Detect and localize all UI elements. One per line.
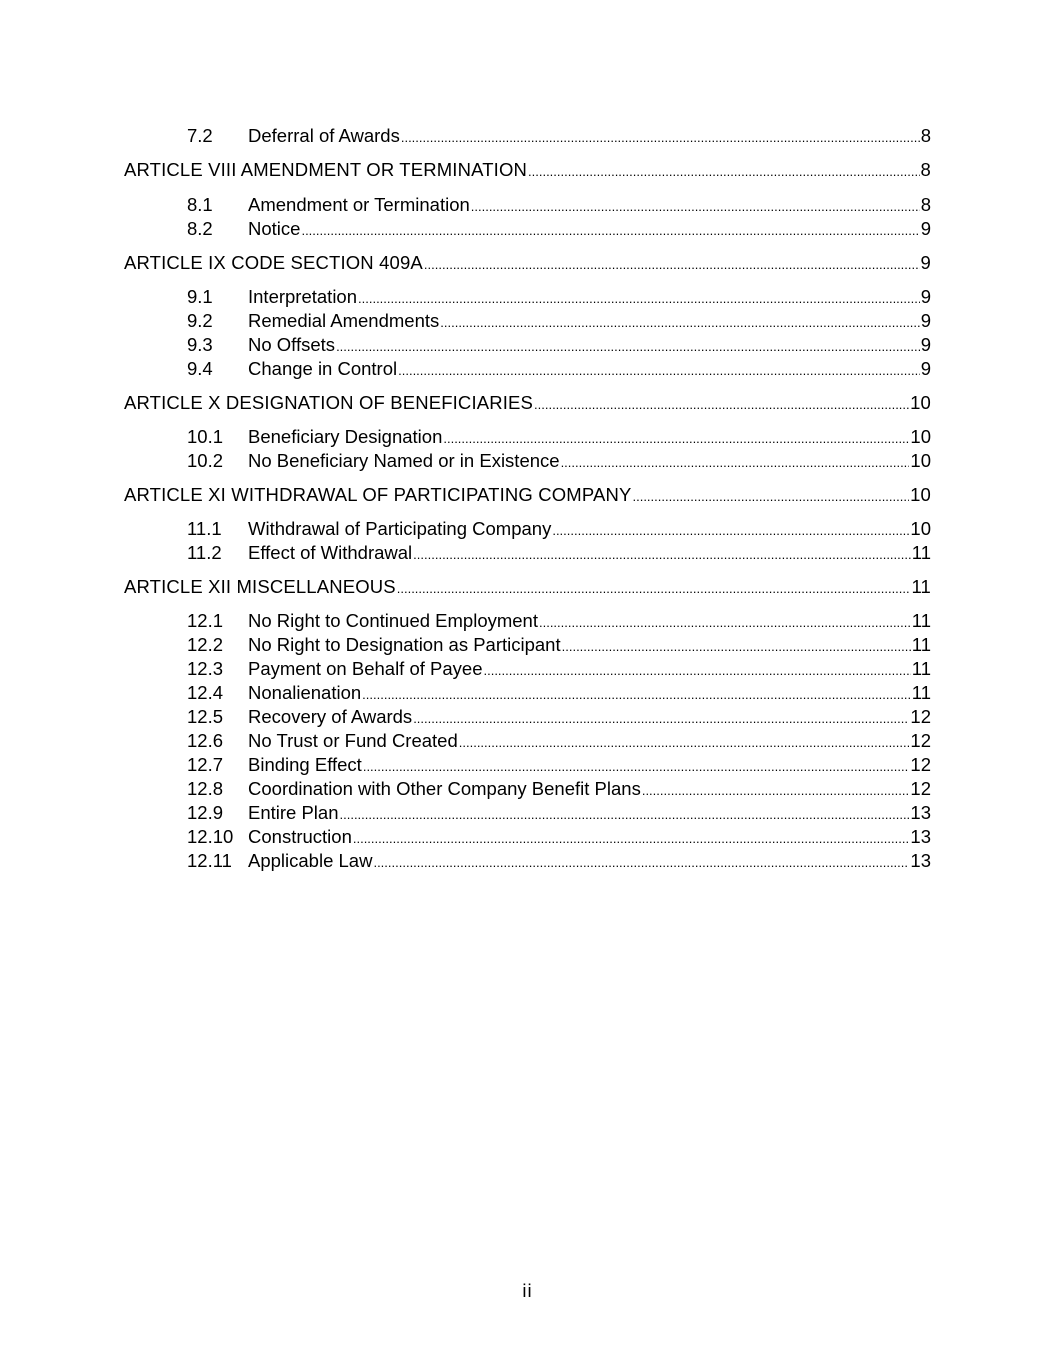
toc-page-number: 13 [910, 802, 931, 823]
toc-article-ix[interactable] [0, 251, 1055, 275]
toc-entry-10-1[interactable] [0, 425, 1055, 449]
dot-leader [528, 158, 920, 184]
toc-page-number: 9 [920, 286, 931, 307]
toc-entry-12-11[interactable] [0, 849, 1055, 873]
toc-entry-9-3[interactable] [0, 333, 1055, 357]
toc-section-number: 10.1 [187, 426, 224, 447]
toc-entry-title: Coordination with Other Company Benefit Plans [248, 778, 641, 799]
toc-entry-title: No Beneficiary Named or in Existence [248, 450, 560, 471]
toc-section-number: 8.1 [187, 194, 213, 215]
dot-leader [401, 124, 920, 150]
toc-entry-12-9[interactable] [0, 801, 1055, 825]
toc-page-number: 12 [910, 778, 931, 799]
toc-section-number: 12.8 [187, 778, 224, 799]
toc-page-number: 9 [920, 334, 931, 355]
toc-page-number: 13 [910, 826, 931, 847]
toc-entry-title: Nonalienation [248, 682, 362, 703]
toc-entry-title: Applicable Law [248, 850, 373, 871]
toc-page-number: 9 [920, 218, 931, 239]
toc-page-number: 12 [910, 706, 931, 727]
dot-leader [373, 849, 909, 875]
toc-page-number: 8 [920, 194, 931, 215]
toc-entry-title: No Trust or Fund Created [248, 730, 458, 751]
toc-section-number: 12.9 [187, 802, 224, 823]
dot-leader [539, 609, 911, 635]
toc-article-title: ARTICLE XII MISCELLANEOUS [124, 576, 396, 597]
toc-section-number: 11.2 [187, 542, 222, 563]
toc-page-number: 9 [920, 252, 931, 273]
toc-page-number: 11 [911, 658, 931, 679]
toc-section-number: 11.1 [187, 518, 222, 539]
toc-article-xi[interactable] [0, 483, 1055, 507]
toc-entry-title: Entire Plan [248, 802, 339, 823]
toc-page-number: 9 [920, 358, 931, 379]
toc-page-number: 10 [910, 426, 931, 447]
toc-entry-title: No Right to Designation as Participant [248, 634, 561, 655]
toc-entry-title: Change in Control [248, 358, 398, 379]
toc-page-number: 11 [911, 576, 931, 597]
toc-entry-9-2[interactable] [0, 309, 1055, 333]
toc-entry-12-7[interactable] [0, 753, 1055, 777]
toc-entry-title: Payment on Behalf of Payee [248, 658, 483, 679]
toc-section-number: 7.2 [187, 125, 213, 146]
dot-leader [301, 217, 919, 243]
toc-entry-11-1[interactable] [0, 517, 1055, 541]
toc-entry-title: Effect of Withdrawal [248, 542, 413, 563]
dot-leader [398, 357, 920, 383]
toc-section-number: 12.4 [187, 682, 224, 703]
toc-page-number: 13 [910, 850, 931, 871]
dot-leader [552, 517, 909, 543]
toc-article-title: ARTICLE VIII AMENDMENT OR TERMINATION [124, 159, 528, 180]
toc-page-number: 11 [911, 610, 931, 631]
toc-section-number: 8.2 [187, 218, 213, 239]
toc-entry-9-4[interactable] [0, 357, 1055, 381]
toc-entry-title: Withdrawal of Participating Company [248, 518, 552, 539]
toc-entry-9-1[interactable] [0, 285, 1055, 309]
toc-page-number: 8 [920, 159, 931, 180]
dot-leader [534, 391, 909, 417]
toc-entry-title: Beneficiary Designation [248, 426, 443, 447]
toc-entry-12-5[interactable] [0, 705, 1055, 729]
dot-leader [353, 825, 910, 851]
toc-entry-title: Recovery of Awards [248, 706, 413, 727]
toc-section-number: 10.2 [187, 450, 224, 471]
toc-section-number: 9.3 [187, 334, 213, 355]
toc-entry-12-10[interactable] [0, 825, 1055, 849]
dot-leader [424, 251, 920, 277]
toc-section-number: 12.5 [187, 706, 224, 727]
toc-entry-10-2[interactable] [0, 449, 1055, 473]
toc-section-number: 9.1 [187, 286, 213, 307]
toc-entry-8-2[interactable] [0, 217, 1055, 241]
toc-entry-12-1[interactable] [0, 609, 1055, 633]
dot-leader [459, 729, 910, 755]
dot-leader [397, 575, 911, 601]
toc-page-number: 9 [920, 310, 931, 331]
dot-leader [642, 777, 910, 803]
dot-leader [363, 753, 910, 779]
toc-article-xii[interactable] [0, 575, 1055, 599]
toc-page-number: 12 [910, 730, 931, 751]
toc-article-viii[interactable] [0, 158, 1055, 182]
toc-page-number: 10 [910, 392, 931, 413]
toc-section-number: 12.1 [187, 610, 224, 631]
dot-leader [440, 309, 919, 335]
toc-entry-11-2[interactable] [0, 541, 1055, 565]
toc-entry-12-3[interactable] [0, 657, 1055, 681]
toc-page-number: 11 [911, 634, 931, 655]
toc-page-number: 8 [920, 125, 931, 146]
toc-page-number: 10 [910, 484, 931, 505]
toc-entry-8-1[interactable] [0, 193, 1055, 217]
toc-article-title: ARTICLE X DESIGNATION OF BENEFICIARIES [124, 392, 534, 413]
toc-entry-title: Notice [248, 218, 301, 239]
dot-leader [562, 633, 911, 659]
dot-leader [632, 483, 909, 509]
dot-leader [561, 449, 910, 475]
footer-page-number: ii [522, 1280, 533, 1301]
dot-leader [362, 681, 911, 707]
toc-entry-title: Amendment or Termination [248, 194, 470, 215]
dot-leader [340, 801, 910, 827]
toc-entry-12-4[interactable] [0, 681, 1055, 705]
dot-leader [443, 425, 909, 451]
dot-leader [358, 285, 920, 311]
toc-article-title: ARTICLE IX CODE SECTION 409A [124, 252, 423, 273]
toc-page-number: 10 [910, 518, 931, 539]
toc-entry-title: No Right to Continued Employment [248, 610, 538, 631]
toc-section-number: 9.4 [187, 358, 213, 379]
dot-leader [413, 541, 911, 567]
toc-section-number: 9.2 [187, 310, 213, 331]
toc-section-number: 12.10 [187, 826, 234, 847]
toc-entry-12-8[interactable] [0, 777, 1055, 801]
toc-section-number: 12.7 [187, 754, 224, 775]
toc-page-number: 10 [910, 450, 931, 471]
toc-entry-title: No Offsets [248, 334, 336, 355]
toc-section-number: 12.11 [187, 850, 232, 871]
toc-entry-title: Binding Effect [248, 754, 362, 775]
toc-entry-12-2[interactable] [0, 633, 1055, 657]
toc-page-number: 11 [911, 682, 931, 703]
toc-entry-12-6[interactable] [0, 729, 1055, 753]
dot-leader [483, 657, 910, 683]
dot-leader [471, 193, 920, 219]
toc-article-title: ARTICLE XI WITHDRAWAL OF PARTICIPATING COMPANY [124, 484, 632, 505]
toc-entry-7-2[interactable] [0, 124, 1055, 148]
toc-page-number: 11 [911, 542, 931, 563]
toc-entry-title: Remedial Amendments [248, 310, 440, 331]
toc-section-number: 12.6 [187, 730, 224, 751]
toc-section-number: 12.3 [187, 658, 224, 679]
toc-entry-title: Deferral of Awards [248, 125, 400, 146]
dot-leader [413, 705, 909, 731]
toc-entry-title: Construction [248, 826, 352, 847]
toc-page-number: 12 [910, 754, 931, 775]
toc-article-x[interactable] [0, 391, 1055, 415]
toc-entry-title: Interpretation [248, 286, 358, 307]
toc-section-number: 12.2 [187, 634, 224, 655]
dot-leader [336, 333, 920, 359]
